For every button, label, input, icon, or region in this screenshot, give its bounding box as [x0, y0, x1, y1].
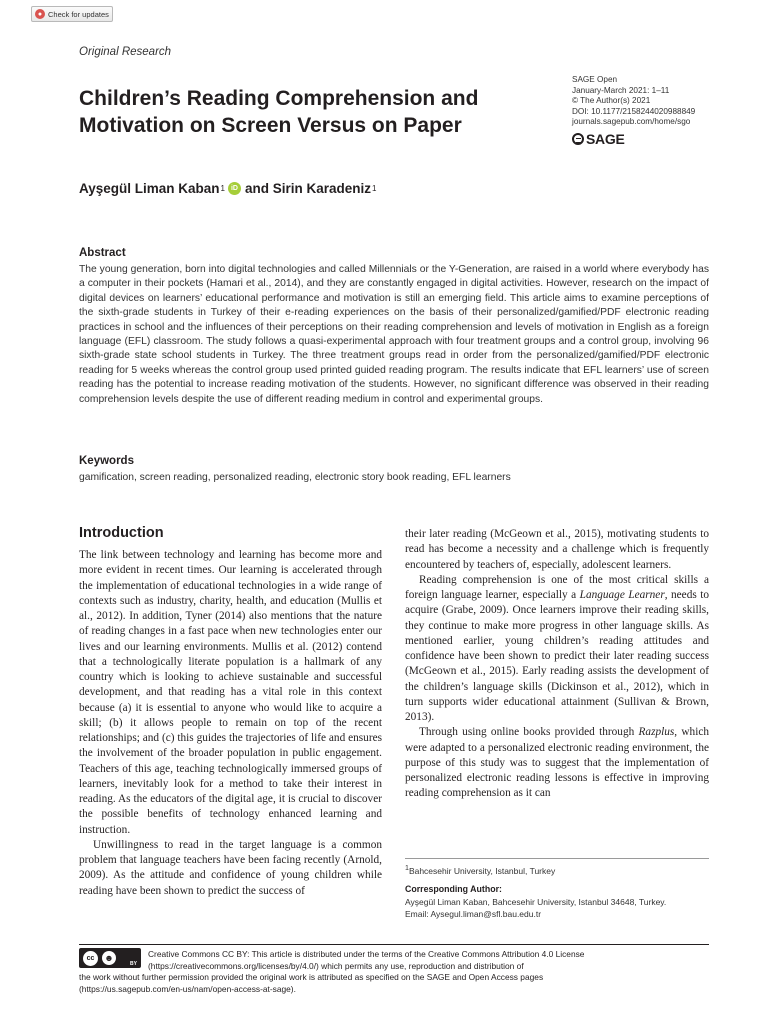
author-2: and Sirin Karadeniz: [244, 181, 372, 196]
author-1: Ayşegül Liman Kaban: [79, 181, 220, 196]
author-1-affiliation: 1: [220, 184, 225, 193]
orcid-icon[interactable]: iD: [228, 182, 241, 195]
check-for-updates-label: Check for updates: [48, 9, 109, 19]
check-for-updates-badge[interactable]: [31, 6, 113, 22]
cc-icon: cc: [83, 951, 98, 966]
author-2-affiliation: 1: [372, 184, 377, 193]
corresponding-heading: Corresponding Author:: [405, 884, 502, 894]
article-title: Children’s Reading Comprehension and Motivation on Screen Versus on Paper: [79, 87, 479, 137]
paragraph-text: , which were adapted to a personalized electronic reading environment, the purpose of this study was to suggest that the implementation of personalized electronic reading lessons is effective in improving reading comprehension as it can: [405, 726, 709, 800]
footnote-divider: [405, 858, 709, 859]
license-line: Creative Commons CC BY: This article is distributed under the terms of the Creative Commons Attribution 4.0 License: [148, 949, 585, 959]
journal-doi[interactable]: DOI: 10.1177/2158244020988849: [572, 106, 696, 116]
paragraph: [405, 573, 709, 726]
affiliation-marker: 1: [405, 864, 409, 872]
emphasis: Language Learner: [579, 589, 665, 601]
journal-meta: [572, 75, 722, 128]
license-text-bottom: [79, 972, 719, 995]
license-link[interactable]: (https://us.sagepub.com/en-us/nam/open-access-at-sage).: [79, 983, 296, 994]
cc-by-badge[interactable]: [79, 948, 141, 968]
abstract-text: The young generation, born into digital technologies and called Millennials or the Y-Generation, are raised in a world where everybody has a computer in their pockets (Hamari et al., 2014), and they are constantly engaged in digital activities. However, research on the impact of digital devices on learners’ educational performance and motivation is still an emerging field. This article aims to examine perceptions of the sixth-grade students in Turkey of their e-reading experiences on the basis of their personalized/gamified/PDF electronic reading practices in school and the influences of their perceptions on their reading comprehension and levels of motivation in English as a foreign language (EFL) classroom. The study follows a quasi-experimental approach with four treatment groups and a control group, involving 96 sixth-grade state school students in Turkey. The three treatment groups read in order from the personalized/gamified/PDF electronic reading for 5 weeks whereas the control group used printed guided reading program. The results indicate that EFL learners’ use of screen reading has the potential to increase reading motivation of the students. However, no significant difference was observed in their reading comprehension levels despite the use of different reading medium in control and experimental groups.: [79, 264, 709, 405]
paragraph: their later reading (McGeown et al., 2015), motivating students to read has become a necessity and a challenge which is frequently encountered by teachers of, especially, adolescent learners.: [405, 528, 709, 571]
article-type: Original Research: [79, 46, 172, 58]
license-divider: [79, 944, 709, 945]
body-column-left: [79, 548, 382, 899]
paragraph: Unwillingness to read in the target language is a common problem that language teachers have been facing recently (Arnold, 2009). As the attitude and confidence of young children while reading have been shown to predict the success of: [79, 838, 382, 897]
paragraph-text: , needs to acquire (Grabe, 2009). Once learners improve their reading skills, they continue to make more progress in other language skills. As mentioned earlier, young children’s reading attitudes and confidence have been shown to predict their later reading success (McGeown et al., 2015). Early reading assists the development of the children’s language skills (Dickinson et al., 2012), which in turn supports wider educational attainment (Sullivan & Brown, 2013).: [405, 589, 709, 723]
keywords-heading: Keywords: [79, 455, 134, 467]
affiliation-footnote: [405, 864, 555, 876]
corresponding-email[interactable]: Email: Aysegul.liman@sfl.bau.edu.tr: [405, 908, 542, 919]
corresponding-address: Ayşegül Liman Kaban, Bahcesehir University, Istanbul 34648, Turkey.: [405, 897, 667, 907]
update-icon: ●: [35, 9, 45, 19]
body-column-right: [405, 527, 709, 802]
license-link[interactable]: (https://creativecommons.org/licenses/by/4.0/) which permits any use, reproduction and distribution of: [148, 960, 524, 971]
sage-logo-text: SAGE: [586, 131, 625, 147]
journal-url[interactable]: journals.sagepub.com/home/sgo: [572, 117, 691, 127]
sage-logo: [572, 131, 624, 147]
by-label: BY: [130, 961, 137, 967]
sage-logo-icon: [572, 133, 584, 145]
journal-name: SAGE Open: [572, 75, 618, 84]
license-line: the work without further permission provided the original work is attributed as specified on the SAGE and Open Access pages: [79, 972, 544, 982]
paragraph-text: Reading comprehension is one of the most critical skills a foreign language learner, especially a: [405, 573, 709, 601]
author-line: [79, 181, 376, 196]
paragraph: The link between technology and learning has become more and more evident in recent times. Our learning is accelerated through the implementation of educational technologies in a wide range of contexts such as industry, charity, health, and education (Mullis et al., 2012). In addition, Tyner (2014) also mentions that the nature of reading changes in a fast pace when new technologies enter our lives and our learning environments. Mullis et al. (2012) contend that a technologically literate population is a hallmark of any country which is looking to achieve sustainable and successful development, and that reading has a vital role in this context because (a) it is essential to anyone who would like to acquire a skill; (b) it allows people to remain on top of the recent relationships; and (c) this guides the trajectories of life and ensures the involvement of the broader population in public engagement. Teachers of this age, teaching technologically immersed groups of learners, inevitably look for a method to take their interest in reading. As the educators of the digital age, it is crucial to discover the possible benefits of technology enhanced learning and instruction.: [79, 549, 382, 836]
person-icon: ☻: [102, 951, 116, 965]
affiliation-text: Bahcesehir University, Istanbul, Turkey: [408, 865, 556, 876]
journal-copyright: © The Author(s) 2021: [572, 96, 651, 106]
journal-issue: January-March 2021: 1–11: [572, 85, 670, 95]
corresponding-details: [405, 897, 666, 920]
paragraph: [405, 725, 709, 801]
paragraph-text: Through using online books provided through: [419, 726, 639, 739]
emphasis: Razplus: [638, 726, 675, 739]
license-text-top: [148, 949, 718, 972]
introduction-heading: Introduction: [79, 525, 164, 541]
keywords-text: gamification, screen reading, personalized reading, electronic story book reading, EFL learners: [79, 472, 511, 483]
abstract-heading: Abstract: [79, 247, 126, 259]
